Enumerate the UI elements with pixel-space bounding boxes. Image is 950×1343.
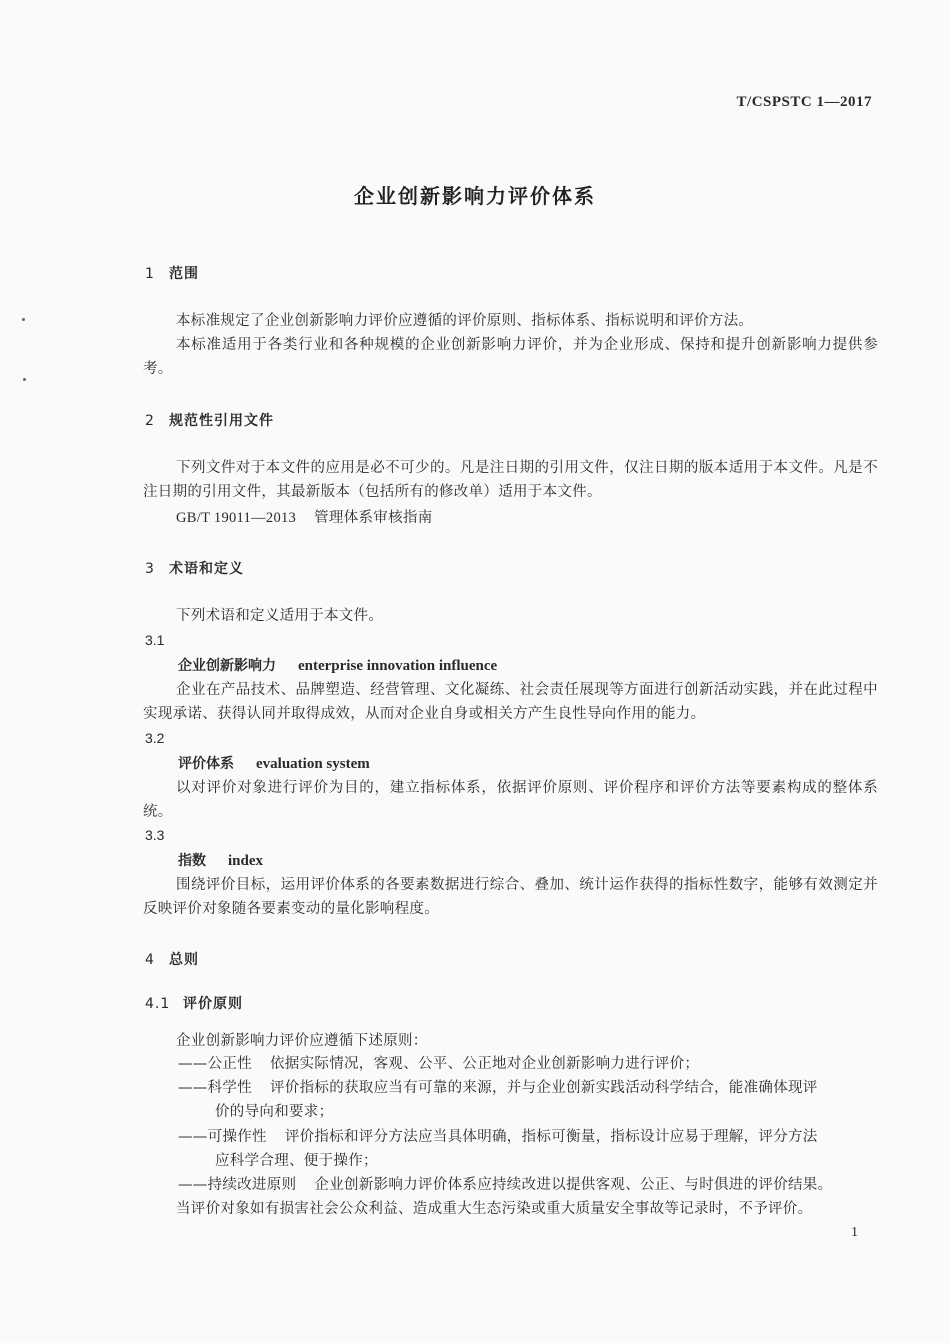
term-3-2: 评价体系 evaluation system — [178, 756, 370, 772]
scan-speck — [22, 318, 25, 321]
page-number: 1 — [851, 1225, 858, 1240]
section-2-para-1: 下列文件对于本文件的应用是必不可少的。凡是注日期的引用文件，仅注日期的版本适用于本文件。凡是不注日期的引用文件，其最新版本（包括所有的修改单）适用于本文件。 — [143, 460, 878, 500]
document-title: 企业创新影响力评价体系 — [354, 184, 596, 208]
section-2-heading: 2 规范性引用文件 — [145, 413, 274, 429]
section-4-1-intro: 企业创新影响力评价应遵循下述原则： — [176, 1033, 428, 1049]
scan-speck — [23, 378, 26, 381]
clause-3-3: 3.3 — [145, 827, 165, 843]
section-3-heading: 3 术语和定义 — [145, 561, 244, 577]
section-1-heading: 1 范围 — [145, 266, 199, 282]
principle-operability: ——可操作性 评价指标和评分方法应当具体明确，指标可衡量，指标设计应易于理解，评分方法 应科学合理、便于操作； — [178, 1129, 818, 1169]
section-3-intro: 下列术语和定义适用于本文件。 — [176, 608, 384, 624]
section-1-para-1: 本标准规定了企业创新影响力评价应遵循的评价原则、指标体系、指标说明和评价方法。 — [176, 313, 754, 329]
principle-scientific: ——科学性 评价指标的获取应当有可靠的来源，并与企业创新实践活动科学结合，能准确体现评 价的导向和要求； — [178, 1080, 818, 1120]
term-3-3-definition: 围绕评价目标，运用评价体系的各要素数据进行综合、叠加、统计运作获得的指标性数字，能够有效测定并反映评价对象随各要素变动的量化影响程度。 — [143, 877, 878, 917]
term-3-1: 企业创新影响力 enterprise innovation influence — [178, 658, 498, 674]
clause-3-1: 3.1 — [145, 632, 165, 648]
normative-reference — [143, 506, 878, 530]
section-4-heading: 4 总则 — [145, 952, 199, 968]
reference-code: GB/T 19011—2013 — [176, 510, 297, 526]
principle-continuous-improvement: ——持续改进原则 企业创新影响力评价体系应持续改进以提供客观、公正、与时俱进的评价结果。 — [178, 1177, 833, 1193]
section-1-para-2: 本标准适用于各类行业和各种规模的企业创新影响力评价，并为企业形成、保持和提升创新影响力提供参考。 — [143, 337, 878, 377]
clause-3-2: 3.2 — [145, 730, 165, 746]
principle-fairness: ——公正性 依据实际情况，客观、公平、公正地对企业创新影响力进行评价； — [178, 1056, 700, 1072]
term-3-1-definition: 企业在产品技术、品牌塑造、经营管理、文化凝练、社会责任展现等方面进行创新活动实践，并在此过程中实现承诺、获得认同并取得成效，从而对企业自身或相关方产生良性导向作用的能力。 — [143, 682, 878, 722]
subsection-4-1-heading: 4.1 评价原则 — [145, 996, 243, 1012]
section-4-1-closing: 当评价对象如有损害社会公众利益、造成重大生态污染或重大质量安全事故等记录时，不予评价。 — [176, 1201, 813, 1217]
standard-code: T/CSPSTC 1—2017 — [736, 94, 872, 110]
term-3-3: 指数 index — [178, 853, 264, 869]
reference-title: 管理体系审核指南 — [314, 510, 433, 526]
term-3-2-definition: 以对评价对象进行评价为目的，建立指标体系，依据评价原则、评价程序和评价方法等要素构成的整体系统。 — [143, 780, 878, 820]
